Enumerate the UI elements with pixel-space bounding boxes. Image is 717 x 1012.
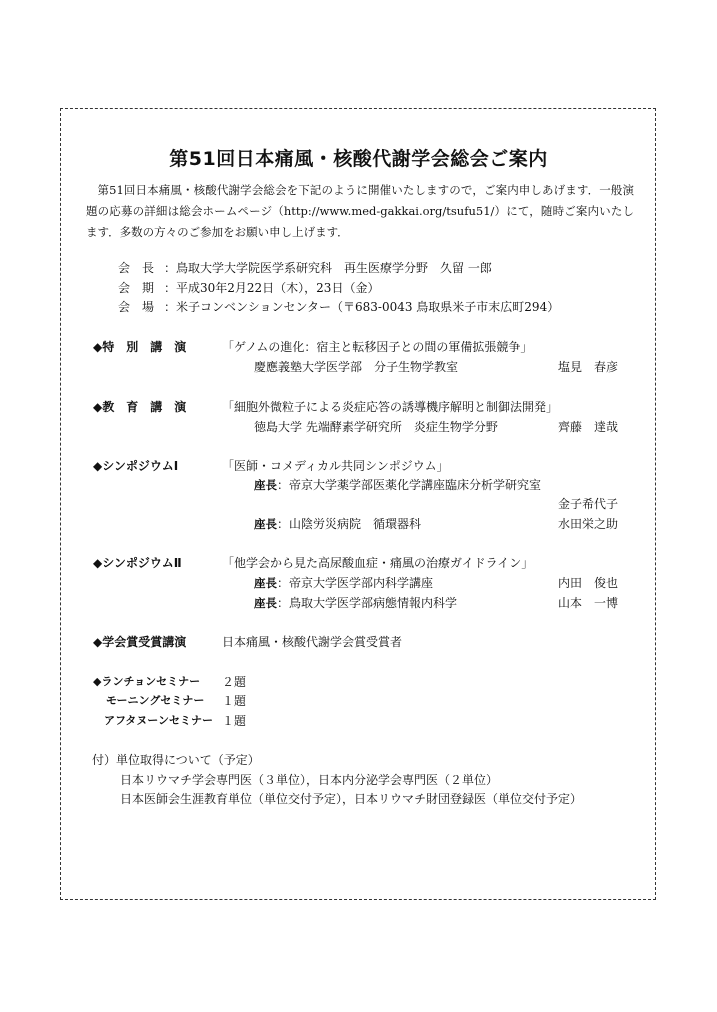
intro-text: 第51回日本痛風・核酸代謝学会総会を下記のように開催いたしますので，ご案内申しあげます．一般演題の応募の詳細は総会ホームページ（http://www.med-gakkai.org/tsufu51/）にて，随時ご案内いたします．多数の方々のご参加をお願い申し上げます． [86, 183, 634, 239]
symposium1-chair2-name: 水田栄之助 [558, 517, 619, 531]
chair-label: 座長 [254, 478, 277, 492]
special-lecture-affiliation: 慶應義塾大学医学部 分子生物学教室 [254, 360, 459, 374]
info-label: 会 場 [118, 300, 155, 314]
education-lecture-affiliation: 徳島大学 先端酵素学研究所 炎症生物学分野 [254, 420, 498, 434]
intro-paragraph [86, 180, 634, 243]
award-lecture-label: ◆学会賞受賞講演 [93, 635, 187, 649]
info-dates [118, 279, 379, 296]
morning-seminar-count: １題 [222, 694, 247, 708]
symposium2-chair2-name: 山本 一博 [558, 596, 619, 610]
info-label: 会 期 [118, 281, 155, 295]
chair-affiliation: ：帝京大学医学部内科学講座 [277, 576, 434, 590]
info-value: ：米子コンベンションセンター（〒683-0043 鳥取県米子市末広町294） [164, 300, 560, 314]
chair-affiliation: ：鳥取大学医学部病態情報内科学 [277, 596, 458, 610]
info-president [118, 259, 492, 276]
page-title: 第51回日本痛風・核酸代謝学会総会ご案内 [169, 148, 548, 170]
morning-seminar-label: モーニングセミナー [106, 694, 205, 707]
symposium2-label: ◆シンポジウムⅡ [93, 556, 182, 570]
credits-line-1: 日本リウマチ学会専門医（３単位），日本内分泌学会専門医（２単位） [120, 773, 499, 787]
luncheon-seminar-label: ◆ランチョンセミナー [93, 675, 201, 688]
info-value: ：鳥取大学大学院医学系研究科 再生医療学分野 久留 一郎 [164, 261, 492, 275]
symposium2-chair2 [254, 594, 457, 611]
symposium1-chair1 [254, 476, 541, 493]
afternoon-seminar-label: アフタヌーンセミナー [104, 714, 214, 727]
award-lecture-text: 日本痛風・核酸代謝学会賞受賞者 [222, 635, 403, 649]
symposium1-label: ◆シンポジウムⅠ [93, 459, 179, 473]
education-lecture-label: ◆教 育 講 演 [93, 400, 187, 414]
info-value: ：平成30年2月22日（木），23日（金） [164, 281, 380, 295]
luncheon-seminar-count: ２題 [222, 675, 247, 689]
symposium1-chair2 [254, 515, 421, 532]
special-lecture-label: ◆特 別 講 演 [93, 340, 187, 354]
symposium2-chair1-name: 内田 俊也 [558, 576, 619, 590]
symposium1-title: 「医師・コメディカル共同シンポジウム」 [222, 459, 449, 473]
afternoon-seminar-count: １題 [222, 714, 247, 728]
chair-label: 座長 [254, 596, 277, 610]
education-lecture-title: 「細胞外微粒子による炎症応答の誘導機序解明と制御法開発」 [222, 400, 559, 414]
info-venue [118, 298, 559, 315]
info-label: 会 長 [118, 261, 155, 275]
symposium2-chair1 [254, 574, 433, 591]
chair-affiliation: ：山陰労災病院 循環器科 [277, 517, 422, 531]
chair-affiliation: ：帝京大学薬学部医薬化学講座臨床分析学研究室 [277, 478, 542, 492]
special-lecture-title: 「ゲノムの進化：宿主と転移因子との間の軍備拡張競争」 [222, 340, 533, 354]
symposium2-title: 「他学会から見た高尿酸血症・痛風の治療ガイドライン」 [222, 556, 534, 570]
chair-label: 座長 [254, 517, 277, 531]
chair-label: 座長 [254, 576, 277, 590]
credits-heading: 付）単位取得について（予定） [92, 753, 260, 767]
education-lecture-speaker: 齊藤 達哉 [558, 420, 619, 434]
credits-line-2: 日本医師会生涯教育単位（単位交付予定），日本リウマチ財団登録医（単位交付予定） [120, 792, 583, 806]
symposium1-chair1-name: 金子希代子 [558, 497, 619, 511]
special-lecture-speaker: 塩見 春彦 [558, 360, 619, 374]
